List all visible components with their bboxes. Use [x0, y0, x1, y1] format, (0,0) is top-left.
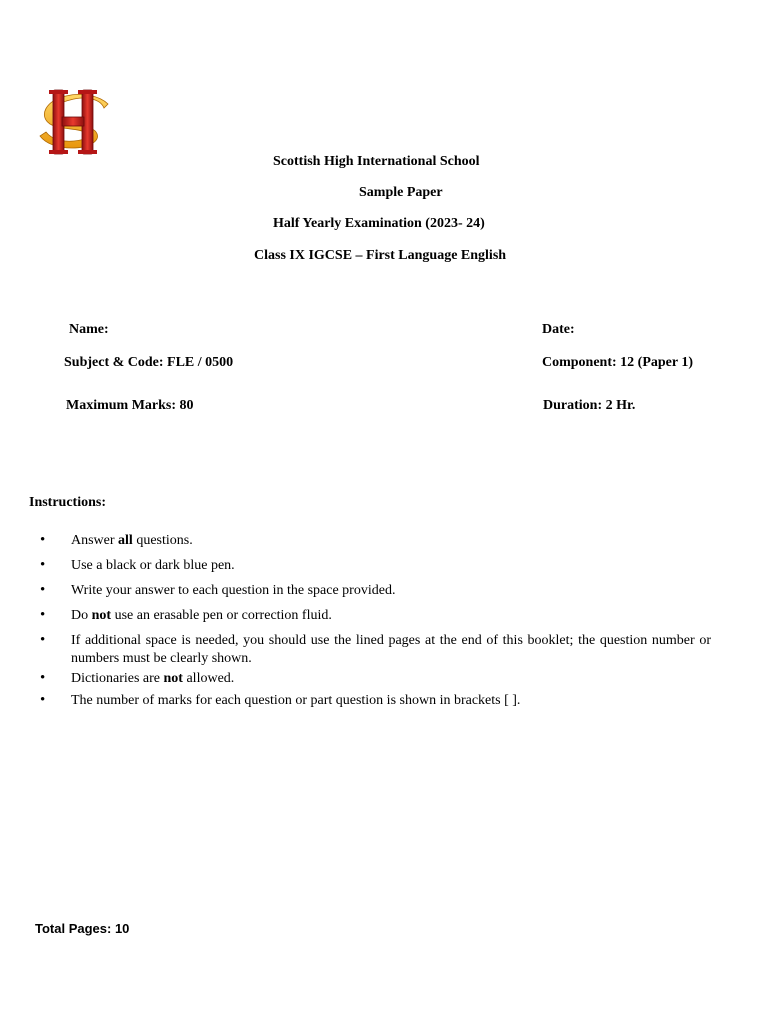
instruction-item: Answer all questions. [71, 533, 193, 548]
component: Component: 12 (Paper 1) [542, 355, 694, 370]
instruction-item: Do not use an erasable pen or correction fluid. [71, 608, 332, 623]
instruction-item: If additional space is needed, you should use the lined pages at the end of this booklet; the question number or numbers must be clearly shown. [71, 633, 711, 666]
duration: Duration: 2 Hr. [543, 398, 636, 413]
maximum-marks: Maximum Marks: 80 [66, 398, 194, 413]
bullet-icon: • [40, 607, 46, 623]
instruction-item: Dictionaries are not allowed. [71, 671, 235, 686]
school-name: Scottish High International School [273, 154, 480, 169]
name-label: Name: [69, 322, 109, 337]
date-label: Date: [542, 322, 575, 337]
instruction-item: The number of marks for each question or part question is shown in brackets [ ]. [71, 693, 521, 708]
paper-type: Sample Paper [359, 185, 443, 200]
bullet-icon: • [40, 532, 46, 548]
bullet-icon: • [40, 670, 46, 686]
bullet-icon: • [40, 582, 46, 598]
instruction-item: Use a black or dark blue pen. [71, 558, 235, 573]
instruction-item: Write your answer to each question in the space provided. [71, 583, 396, 598]
bullet-icon: • [40, 632, 46, 648]
bullet-icon: • [40, 692, 46, 708]
bullet-icon: • [40, 557, 46, 573]
total-pages: Total Pages: 10 [35, 921, 130, 936]
exam-title: Half Yearly Examination (2023- 24) [273, 216, 485, 231]
class-subject: Class IX IGCSE – First Language English [254, 248, 507, 263]
school-logo [34, 88, 112, 156]
instructions-heading: Instructions: [29, 495, 107, 510]
subject-code: Subject & Code: FLE / 0500 [64, 355, 234, 370]
